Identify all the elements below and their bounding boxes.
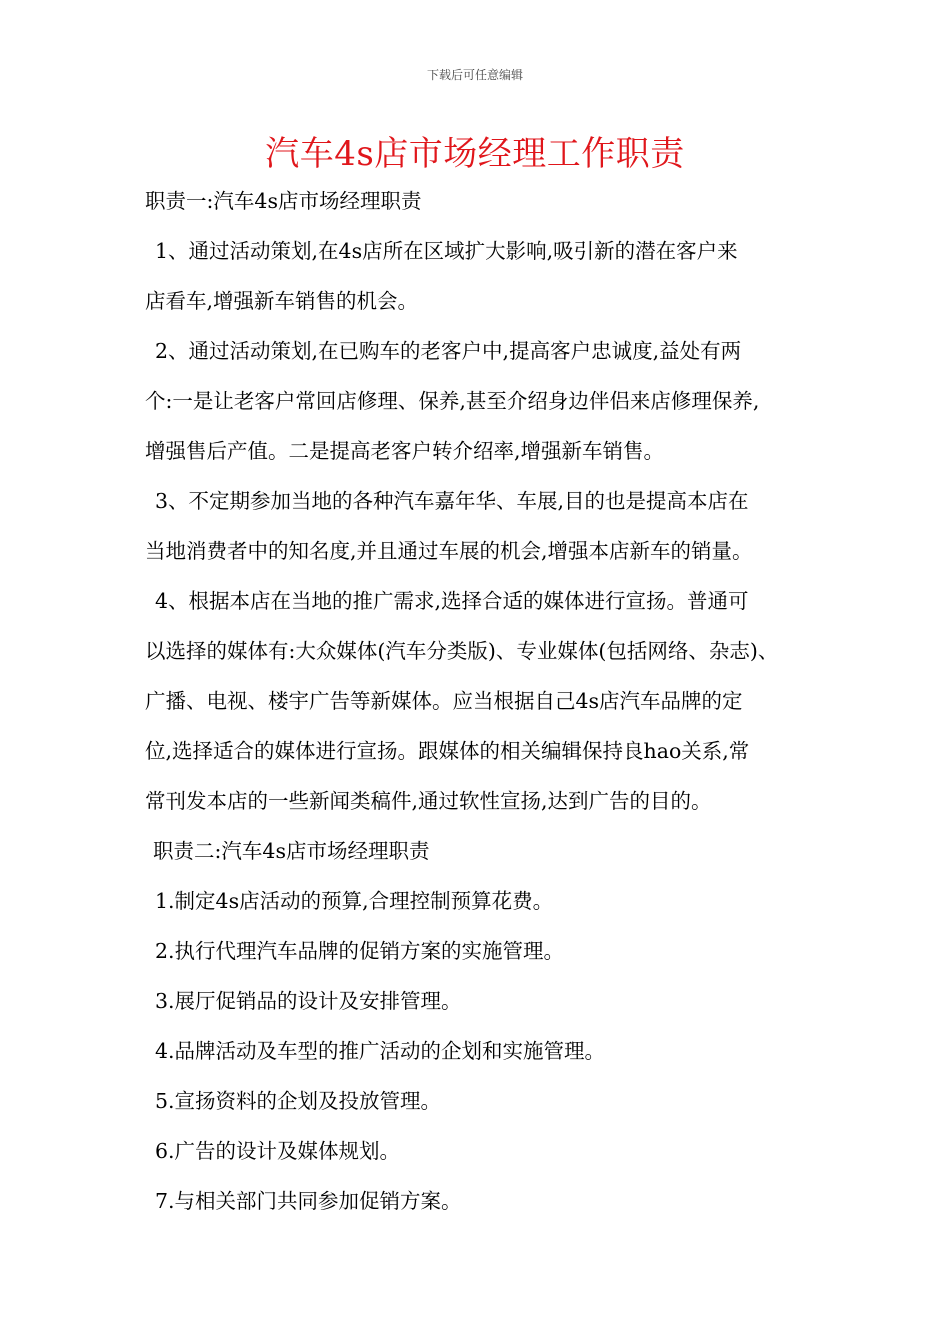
text-line: 2.执行代理汽车品牌的促销方案的实施管理。 (155, 939, 565, 963)
header-note: 下载后可任意编辑 (426, 68, 523, 82)
text-line: 店看车,增强新车销售的机会。 (145, 289, 419, 313)
text-line: 增强售后产值。二是提高老客户转介绍率,增强新车销售。 (145, 439, 665, 463)
text-line: 7.与相关部门共同参加促销方案。 (155, 1189, 462, 1213)
text-line: 4、根据本店在当地的推广需求,选择合适的媒体进行宣扬。普通可 (155, 589, 749, 613)
document-title: 汽车4s店市场经理工作职责 (265, 134, 685, 174)
text-line: 2、通过活动策划,在已购车的老客户中,提高客户忠诚度,益处有两 (155, 339, 742, 363)
text-line: 广播、电视、楼宇广告等新媒体。应当根据自己4s店汽车品牌的定 (145, 689, 743, 713)
document-body (145, 176, 817, 1226)
text-line: 以选择的媒体有:大众媒体(汽车分类版)、专业媒体(包括网络、杂志)、 (145, 639, 779, 663)
text-line: 5.宣扬资料的企划及投放管理。 (155, 1089, 442, 1113)
text-line: 4.品牌活动及车型的推广活动的企划和实施管理。 (155, 1039, 606, 1063)
text-line: 1、通过活动策划,在4s店所在区域扩大影响,吸引新的潜在客户来 (155, 239, 738, 263)
text-line: 1.制定4s店活动的预算,合理控制预算花费。 (155, 889, 554, 913)
text-line: 职责一:汽车4s店市场经理职责 (145, 189, 422, 213)
text-line: 位,选择适合的媒体进行宣扬。跟媒体的相关编辑保持良hao关系,常 (145, 739, 750, 763)
text-line: 职责二:汽车4s店市场经理职责 (153, 839, 430, 863)
text-line: 常刊发本店的一些新闻类稿件,通过软性宣扬,达到广告的目的。 (145, 789, 712, 813)
text-line: 6.广告的设计及媒体规划。 (155, 1139, 401, 1163)
text-line: 个:一是让老客户常回店修理、保养,甚至介绍身边伴侣来店修理保养, (145, 389, 760, 413)
text-line: 3.展厅促销品的设计及安排管理。 (155, 989, 462, 1013)
text-line: 当地消费者中的知名度,并且通过车展的机会,增强本店新车的销量。 (145, 539, 753, 563)
text-line: 3、不定期参加当地的各种汽车嘉年华、车展,目的也是提高本店在 (155, 489, 749, 513)
